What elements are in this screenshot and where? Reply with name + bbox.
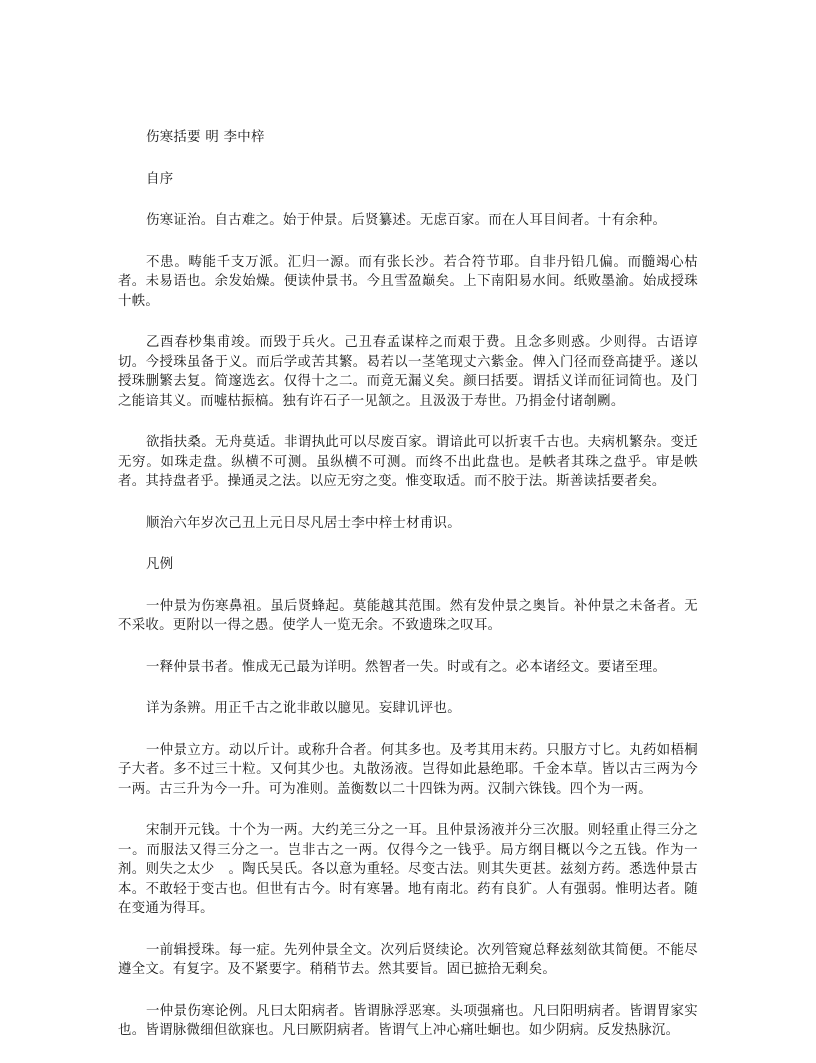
preface-paragraph: 欲指扶桑。无舟莫适。非谓执此可以尽废百家。谓谙此可以折衷千古也。夫病机繁杂。变迁无穷。如珠走盘。纵横不可测。虽纵横不可测。而终不出此盘也。是帙者其珠之盘乎。审是帙者。其持盘者乎。操通灵之法。以应无穷之变。惟变取适。而不胶于法。斯善读括要者矣。 [118,435,698,489]
examples-heading: 凡例 [146,557,174,572]
document-body [118,128,698,1063]
example-paragraph: 一仲景立方。动以斤计。或称升合者。何其多也。及考其用末药。只服方寸匕。丸药如梧桐子大者。多不过三十粒。又何其少也。丸散汤液。岂得如此悬绝耶。千金本草。皆以古三两为今一两。古三升为今一升。可为准则。盖衡数以二十四铢为两。汉制六铢钱。四个为一两。 [118,742,698,797]
preface-paragraph: 乙酉春杪集甫竣。而毁于兵火。己丑春孟谋梓之而艰于费。且念多则惑。少则得。古语谆切。今授珠虽备于义。而后学或苦其繁。曷若以一茎笔现丈六紫金。俾入门径而登高捷乎。遂以授珠删繁去复。简邃选玄。仅得十之二。而竟无漏义矣。颜曰括要。谓括义详而征词简也。及门之能谙其义。而嘘枯振槁。独有许石子一见颔之。且汲汲于寿世。乃捐金付诸剞劂。 [118,335,698,409]
example-paragraph: 一释仲景书者。惟成无己最为详明。然智者一失。时或有之。必本诸经文。要诸至理。 [146,659,667,675]
document-title: 伤寒括要 明 李中梓 [146,130,265,145]
example-paragraph: 详为条辨。用正千古之讹非敢以臆见。妄肆讥评也。 [146,701,461,716]
preface-heading: 自序 [146,171,174,187]
example-paragraph: 宋制开元钱。十个为一两。大约羌三分之一耳。且仲景汤液并分三次服。则轻重止得三分之一。而服法又得三分之一。岂非古之一两。仅得今之一钱乎。局方纲目概以今之五钱。作为一剂。则失之太少 。陶氏吴氏。各以意为重轻。尽变古法。则其失更甚。兹刻方药。悉选仲景古本。不敢轻于变古也。但世有古今。时有寒暑。地有南北。药有良犷。人有强弱。惟明达者。随在变通为得耳。 [118,823,698,916]
preface-paragraph: 伤寒证治。自古难之。始于仲景。后贤纂述。无虑百家。而在人耳目间者。十有余种。 [146,213,667,228]
example-paragraph: 一仲景伤寒论例。凡曰太阳病者。皆谓脉浮恶寒。头项强痛也。凡曰阳明病者。皆谓胃家实也。皆谓脉微细但欲寐也。凡曰厥阴病者。皆谓气上冲心痛吐蛔也。如少阴病。反发热脉沉。 [118,1003,698,1038]
example-paragraph: 一仲景为伤寒鼻祖。虽后贤蜂起。莫能越其范围。然有发仲景之奥旨。补仲景之未备者。无不采收。更附以一得之愚。使学人一览无余。不致遗珠之叹耳。 [118,598,698,633]
preface-paragraph: 不患。畴能千支万派。汇归一源。而有张长沙。若合符节耶。自非丹铅几偏。而髓竭心枯者。未易语也。余发始燥。便读仲景书。今且雪盈巅矣。上下南阳易水间。纸败墨渝。始成授珠十帙。 [118,254,698,309]
example-paragraph: 一前辑授珠。每一症。先列仲景全文。次列后贤续论。次列管窥总释兹刻欲其简便。不能尽遵全文。有复字。及不紧要字。稍稍节去。然其要旨。固已摭拾无剩矣。 [118,942,698,977]
preface-signature: 顺治六年岁次己丑上元日尽凡居士李中梓士材甫识。 [146,515,461,531]
